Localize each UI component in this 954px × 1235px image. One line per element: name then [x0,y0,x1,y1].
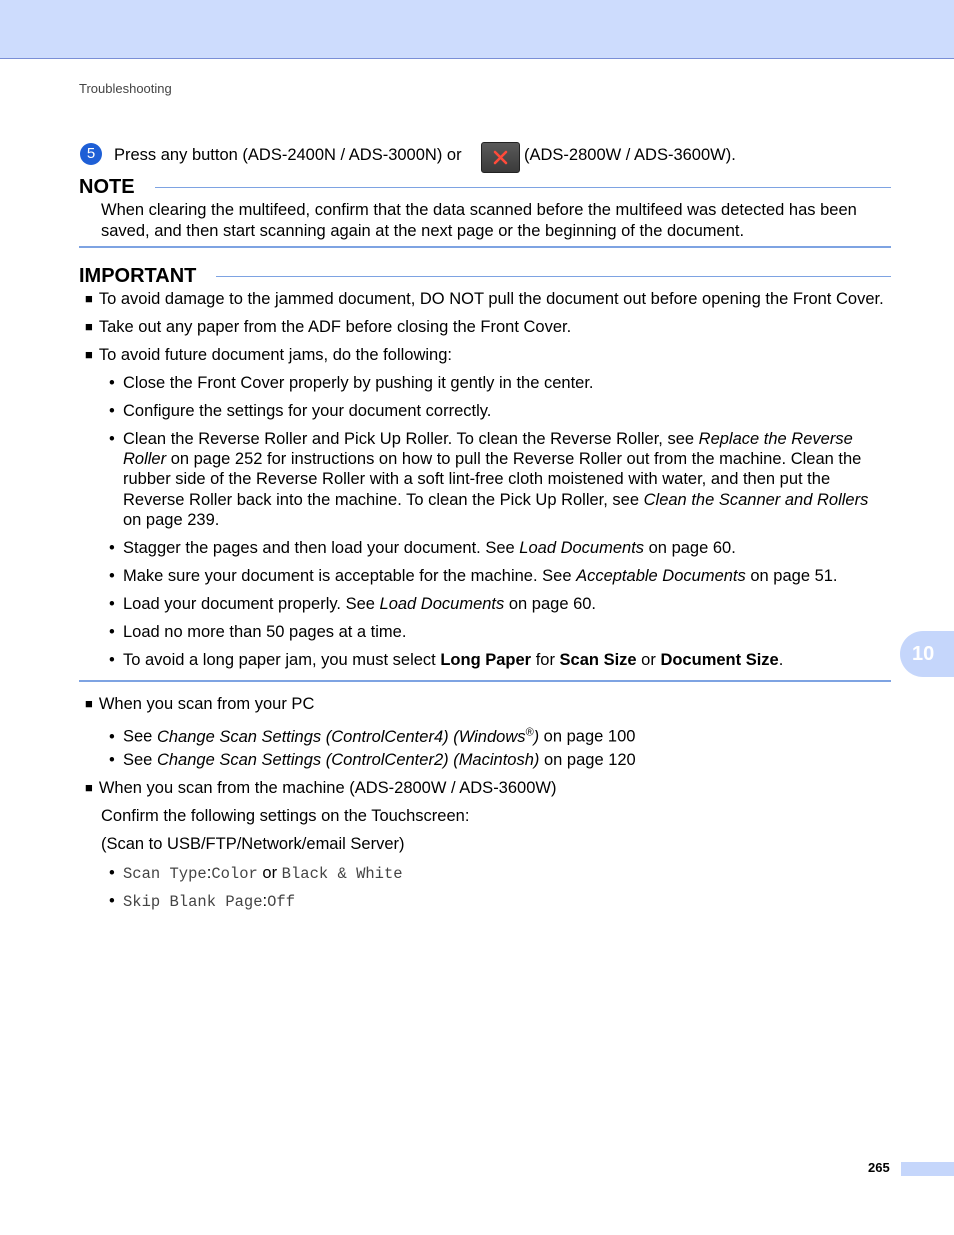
step-number-badge: 5 [80,143,102,165]
link-replace-reverse-roller-cont[interactable]: Roller [123,450,167,468]
machine-setting-scan-type: • Scan Type:Color or Black & White [109,864,403,883]
square-bullet: ■ [85,347,93,362]
sub-item-2: • Configure the settings for your document correctly. [109,402,492,420]
square-bullet: ■ [85,696,93,711]
square-bullet: ■ [85,319,93,334]
important-rule [216,276,891,277]
machine-item: ■ When you scan from the machine (ADS-2800W / ADS-3600W) [85,779,557,797]
link-acceptable-documents[interactable]: Acceptable Documents [576,567,746,585]
sub-item-4: • Stagger the pages and then load your document. See Load Documents on page 60. [109,539,736,557]
important-item-3: ■ To avoid future document jams, do the following: [85,346,452,364]
sub-item-6: • Load your document properly. See Load Documents on page 60. [109,595,597,613]
pc-item: ■ When you scan from your PC [85,695,315,713]
link-load-documents-2[interactable]: Load Documents [379,595,505,613]
sub-item-3-line-4: Reverse Roller back into the machine. To clean the Pick Up Roller, see Clean the Scanner and Rollers [123,491,869,509]
close-x-icon [493,150,508,165]
machine-setting-skip-blank: • Skip Blank Page:Off [109,892,296,911]
note-line-2: saved, and then start scanning again at the next page or the beginning of the document. [101,222,745,240]
pc-sub-1: • See Change Scan Settings (ControlCenter4) (Windows®) on page 100 [109,726,636,746]
square-bullet: ■ [85,291,93,306]
header-band [0,0,954,59]
note-heading: NOTE [79,176,135,198]
link-controlcenter2[interactable]: Change Scan Settings (ControlCenter2) (Macintosh) [156,751,540,769]
link-replace-reverse-roller[interactable]: Replace the Reverse [698,430,853,448]
note-rule [155,187,891,188]
sub-item-1: • Close the Front Cover properly by pushing it gently in the center. [109,374,594,392]
important-item-1: ■ To avoid damage to the jammed document, DO NOT pull the document out before opening the Front Cover. [85,290,884,308]
link-controlcenter4[interactable]: Change Scan Settings (ControlCenter4) (Windows®) [156,726,540,746]
note-end-rule [79,246,891,248]
important-item-2: ■ Take out any paper from the ADF before closing the Front Cover. [85,318,572,336]
sub-item-5: • Make sure your document is acceptable for the machine. See Acceptable Documents on page 51. [109,567,838,585]
sub-item-7: • Load no more than 50 pages at a time. [109,623,407,641]
stop-button-icon [481,142,520,173]
sub-item-3-line-1: • Clean the Reverse Roller and Pick Up Roller. To clean the Reverse Roller, see Replace the Reverse [109,430,853,448]
pc-sub-2: • See Change Scan Settings (ControlCenter2) (Macintosh) on page 120 [109,751,636,769]
sub-item-3-line-3: rubber side of the Reverse Roller with a soft lint-free cloth moistened with water, and then put the [123,470,831,488]
link-load-documents[interactable]: Load Documents [519,539,645,557]
footer-bar [901,1162,954,1176]
sub-item-3-line-5: on page 239. [123,511,220,529]
machine-context: (Scan to USB/FTP/Network/email Server) [101,835,405,853]
page-number: 265 [868,1160,890,1175]
square-bullet: ■ [85,780,93,795]
step-text-after: (ADS-2800W / ADS-3600W). [524,146,736,164]
note-line-1: When clearing the multifeed, confirm that the data scanned before the multifeed was detected has been [101,201,857,219]
sub-item-8: • To avoid a long paper jam, you must select Long Paper for Scan Size or Document Size. [109,651,784,669]
chapter-tab: 10 [900,631,954,677]
machine-confirm: Confirm the following settings on the Touchscreen: [101,807,470,825]
sub-item-3-line-2: Roller on page 252 for instructions on how to pull the Reverse Roller out from the machine. Clean the [123,450,862,468]
running-head: Troubleshooting [79,81,172,96]
important-heading: IMPORTANT [79,265,197,287]
important-end-rule [79,680,891,682]
link-clean-scanner-rollers[interactable]: Clean the Scanner and Rollers [643,491,869,509]
step-text-before: Press any button (ADS-2400N / ADS-3000N) or [114,146,462,164]
